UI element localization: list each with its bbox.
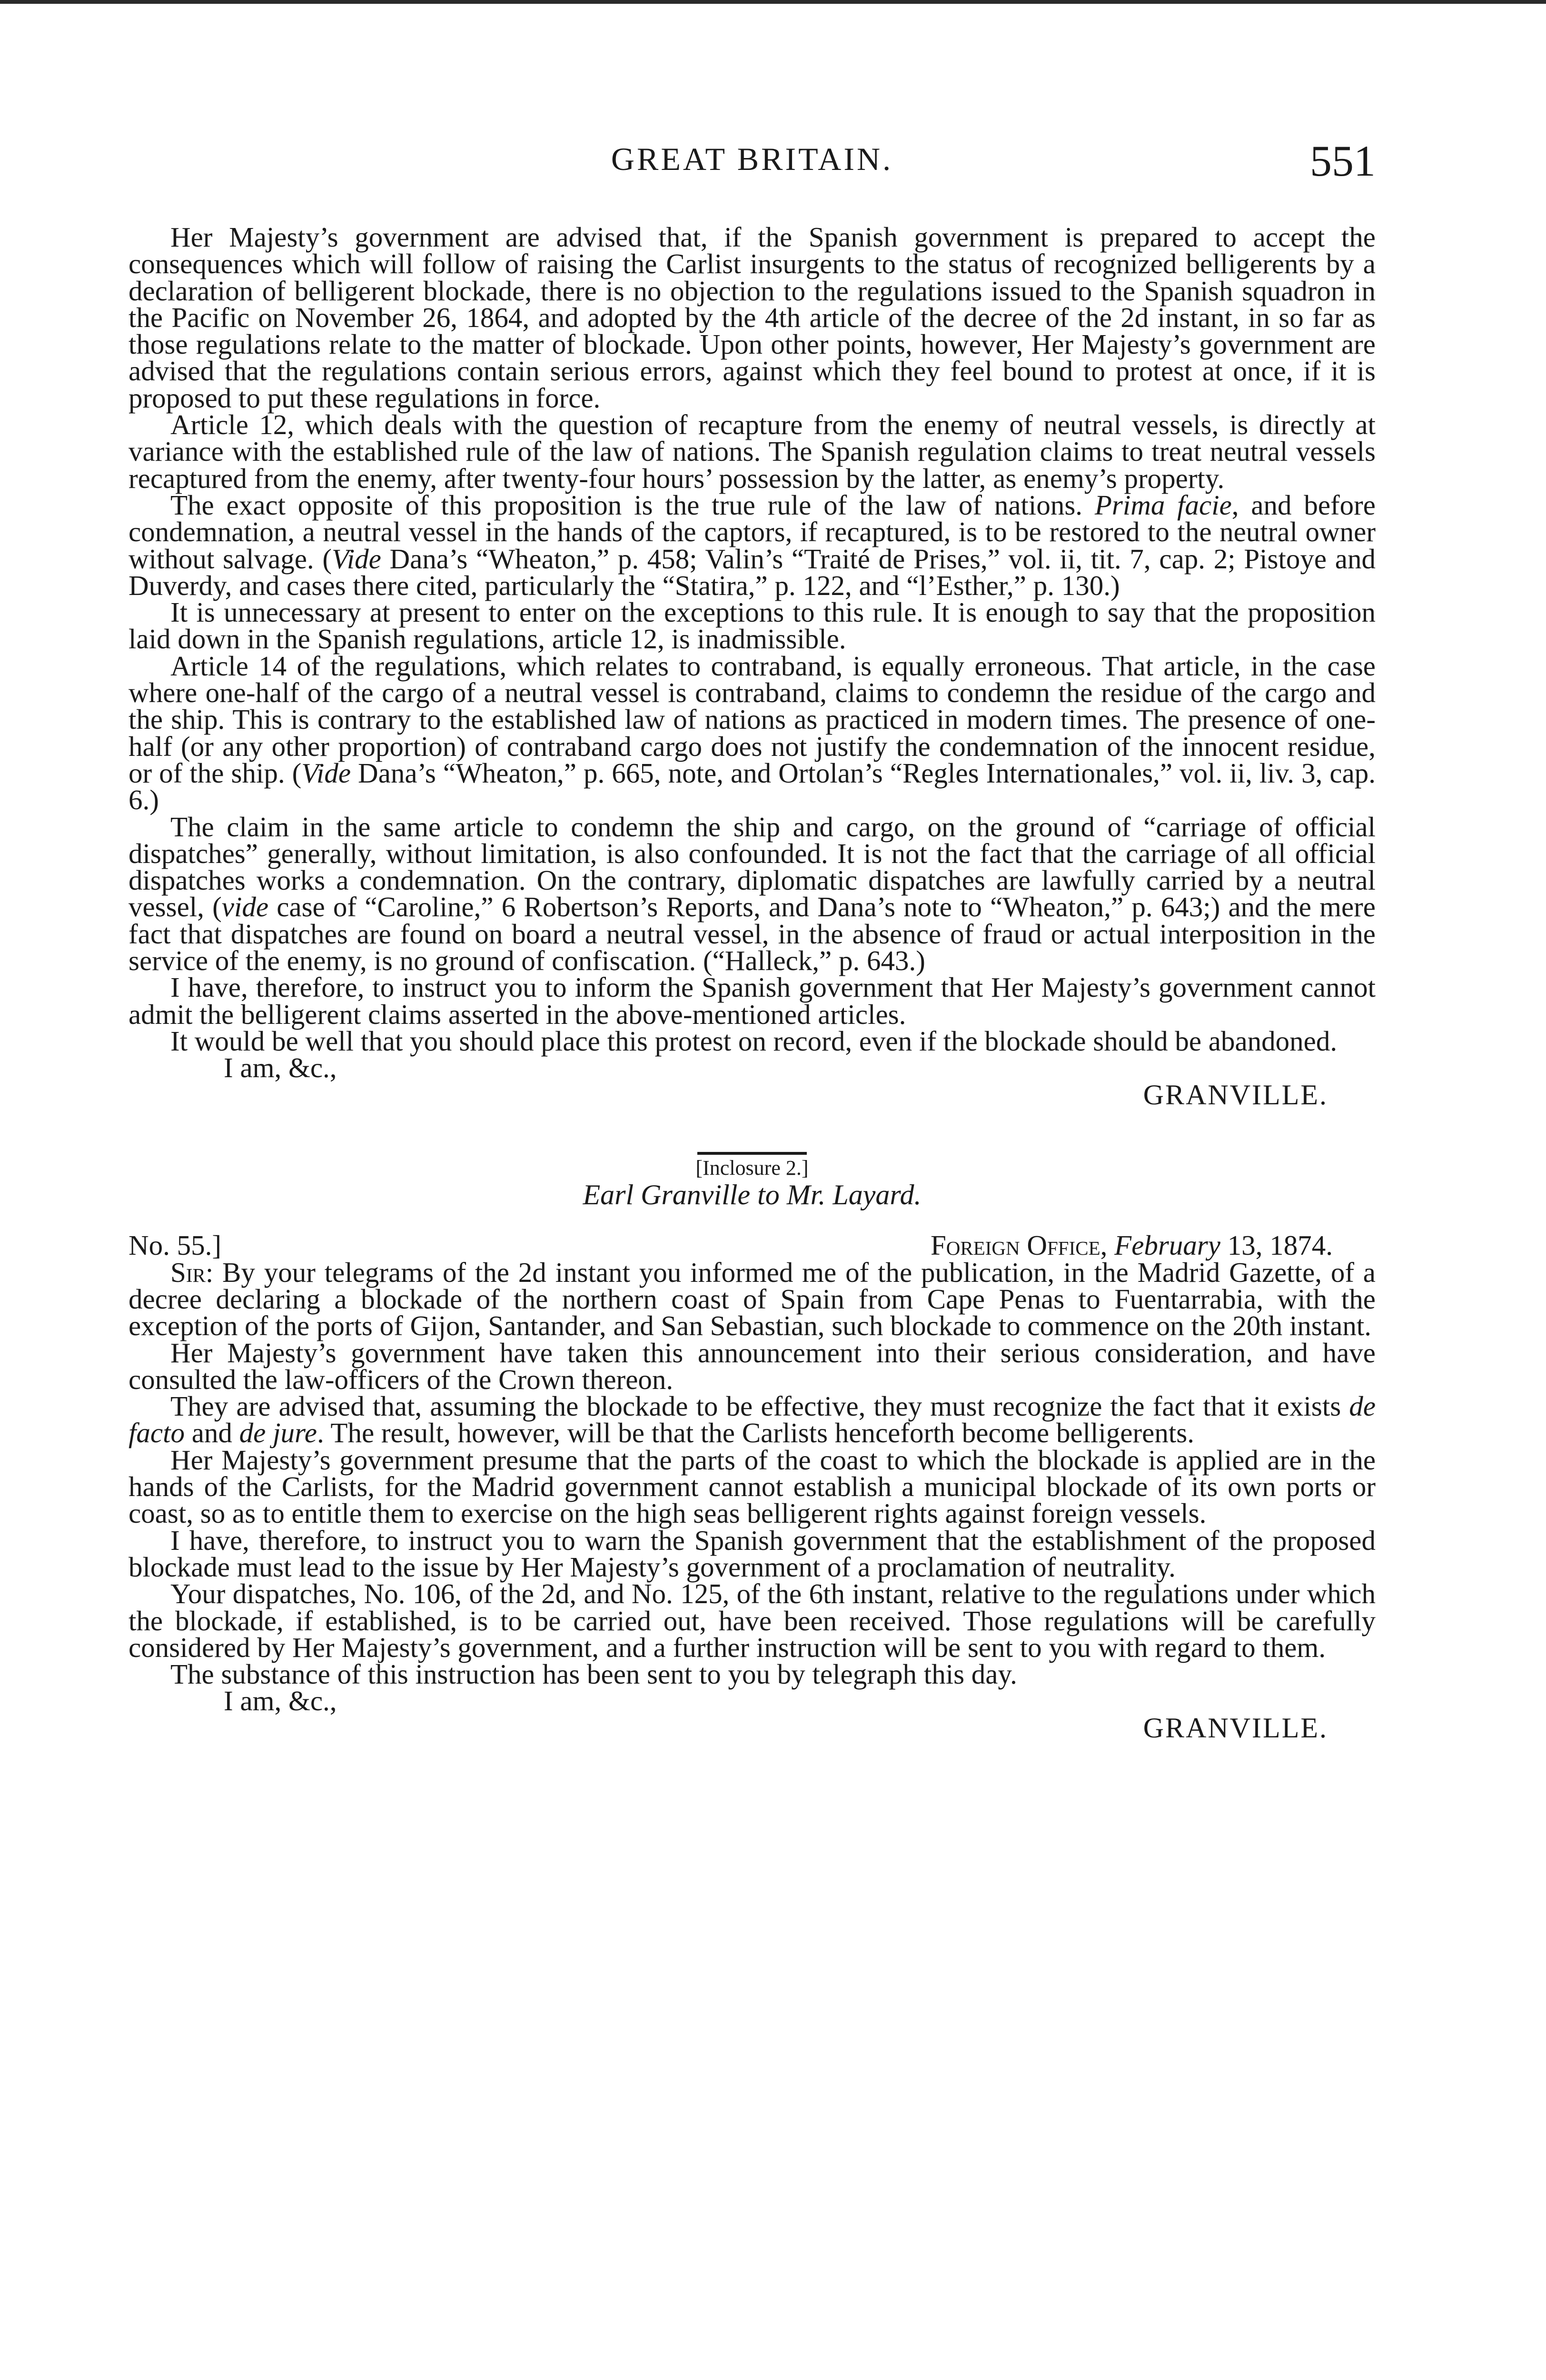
paragraph: Sir: By your telegrams of the 2d instant you informed me of the publication, in the Madrid Gazette, of a decree declaring a blockade of the northern coast of Spain from Cape Penas to Fuentarrabia, with the exception of the ports of Gijon, Santander, and San Sebastian, such blockade to commence on the 20th instant.	[129, 1256, 1376, 1342]
inclosure-label: [Inclosure 2.]	[695, 1156, 809, 1180]
signature: GRANVILLE.	[1143, 1712, 1328, 1744]
paragraph: They are advised that, assuming the blockade to be effective, they must recognize the fact that it exists de facto and de jure. The result, however, will be that the Carlists henceforth become belligerents.	[129, 1390, 1376, 1449]
paragraph: Her Majesty’s government have taken this announcement into their serious consideration, and have consulted the law-officers of the Crown thereon.	[129, 1337, 1376, 1395]
signature: GRANVILLE.	[1143, 1079, 1328, 1111]
paragraph: Her Majesty’s government are advised that, if the Spanish government is prepared to accept the consequences which will follow of raising the Carlist insurgents to the status of recognized belligerents by a declaration of belligerent blockade, there is no objection to the regulations issued to the Spanish squadron in the Pacific on November 26, 1864, and adopted by the 4th article of the decree of the 2d instant, in so far as those regulations relate to the matter of blockade. Upon other points, however, Her Majesty’s government are advised that the regulations contain serious errors, against which they feel bound to protest at once, if it is proposed to put these regulations in force.	[129, 221, 1376, 414]
top-border-rule	[0, 0, 1546, 4]
letter-reference-row	[129, 1232, 1376, 1259]
document-body	[129, 221, 1376, 1744]
paragraph: The substance of this instruction has been sent to you by telegraph this day.	[170, 1658, 1017, 1690]
page-header	[129, 136, 1376, 188]
letter-number: No. 55.]	[129, 1230, 222, 1261]
paragraph: I have, therefore, to instruct you to inform the Spanish government that Her Majesty’s government cannot admit the belligerent claims asserted in the above-mentioned articles.	[129, 972, 1376, 1030]
paragraph: The exact opposite of this proposition is the true rule of the law of nations. Prima facie, and before condemnation, a neutral vessel in the hands of the captors, if recaptured, is to be restored to the neutral owner without salvage. (Vide Dana’s “Wheaton,” p. 458; Valin’s “Traité de Prises,” vol. ii, tit. 7, cap. 2; Pistoye and Duverdy, and cases there cited, particularly the “Statira,” p. 122, and “l’Esther,” p. 130.)	[129, 489, 1376, 601]
page-number: 551	[1310, 137, 1376, 185]
running-head: GREAT BRITAIN.	[611, 141, 893, 177]
paragraph: The claim in the same article to condemn the ship and cargo, on the ground of “carriage of official dispatches” generally, without limitation, is also confounded. It is not the fact that the carriage of all official dispatches works a condemnation. On the contrary, diplomatic dispatches are lawfully carried by a neutral vessel, (vide case of “Caroline,” 6 Robertson’s Reports, and Dana’s note to “Wheaton,” p. 643;) and the mere fact that dispatches are found on board a neutral vessel, in the absence of fraud or actual interposition in the service of the enemy, is no ground of confiscation. (“Halleck,” p. 643.)	[129, 811, 1376, 977]
paragraph: It would be well that you should place this protest on record, even if the blockade should be abandoned.	[170, 1025, 1338, 1057]
letter-address: Earl Granville to Mr. Layard.	[583, 1179, 922, 1211]
paragraph: Her Majesty’s government presume that the parts of the coast to which the blockade is applied are in the hands of the Carlists, for the Madrid government cannot establish a municipal blockade of its own ports or coast, so as to entitle them to exercise on the high seas belligerent rights against foreign vessels.	[129, 1444, 1376, 1529]
paragraph: Article 14 of the regulations, which relates to contraband, is equally erroneous. That article, in the case where one-half of the cargo of a neutral vessel is contraband, claims to condemn the residue of the cargo and the ship. This is contrary to the established law of nations as practiced in modern times. The presence of one-half (or any other proportion) of contraband cargo does not justify the condemnation of the innocent residue, or of the ship. (Vide Dana’s “Wheaton,” p. 665, note, and Ortolan’s “Regles Internationales,” vol. ii, liv. 3, cap. 6.)	[129, 650, 1376, 816]
paragraph: It is unnecessary at present to enter on the exceptions to this rule. It is enough to say that the proposition laid down in the Spanish regulations, article 12, is inadmissible.	[129, 596, 1376, 655]
paragraph: I have, therefore, to instruct you to warn the Spanish government that the establishment of the proposed blockade must lead to the issue by Her Majesty’s government of a proclamation of neutrality.	[129, 1524, 1376, 1583]
closing-line: I am, &c.,	[224, 1685, 337, 1717]
letter-dateline: Foreign Office, February 13, 1874.	[930, 1230, 1333, 1261]
closing-line: I am, &c.,	[224, 1052, 337, 1084]
paragraph: Your dispatches, No. 106, of the 2d, and No. 125, of the 6th instant, relative to the regulations under which the blockade, if established, is to be carried out, have been received. Those regulations will be carefully considered by Her Majesty’s government, and a further instruction will be sent to you with regard to them.	[129, 1578, 1376, 1663]
paragraph: Article 12, which deals with the question of recapture from the enemy of neutral vessels, is directly at variance with the established rule of the law of nations. The Spanish regulation claims to treat neutral vessels recaptured from the enemy, after twenty-four hours’ possession by the latter, as enemy’s property.	[129, 409, 1376, 494]
